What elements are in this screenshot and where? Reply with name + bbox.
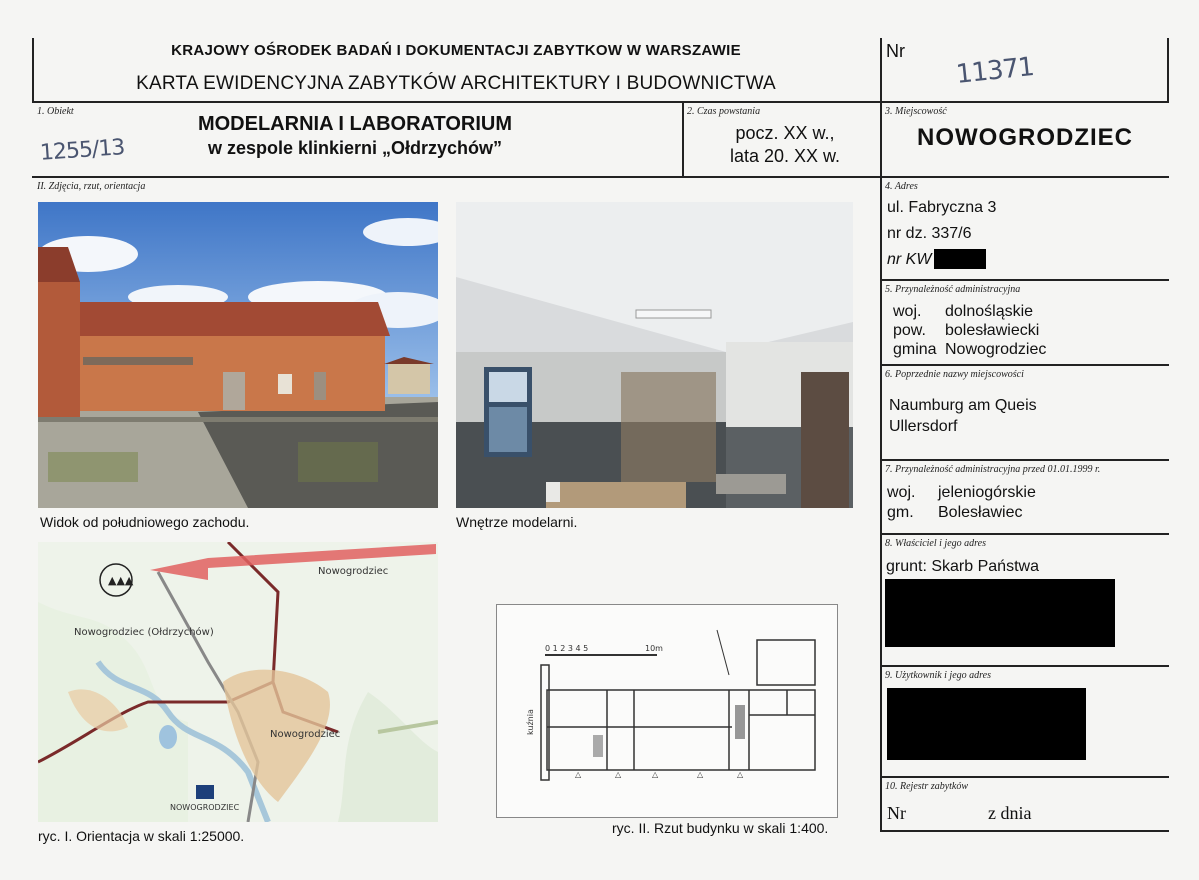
- map-label-town: Nowogrodziec: [270, 729, 341, 740]
- map-label-station: NOWOGRODZIEC: [170, 803, 240, 812]
- field1-label: 1. Obiekt: [37, 106, 74, 117]
- exterior-photo-caption: Widok od południowego zachodu.: [40, 514, 250, 530]
- field4-label: 4. Adres: [885, 181, 918, 192]
- object-handwritten-number: 1255/13: [39, 135, 126, 166]
- nr-handwritten: 11371: [954, 52, 1036, 90]
- map-caption: ryc. I. Orientacja w skali 1:25000.: [38, 828, 245, 844]
- field10-bottom-line: [880, 830, 1169, 832]
- section2-label: II. Zdjęcia, rzut, orientacja: [37, 181, 146, 192]
- field9-label: 9. Użytkownik i jego adres: [885, 670, 992, 681]
- header-right-border: [1167, 38, 1169, 102]
- header-divider: [880, 38, 882, 102]
- owner-redaction: [885, 579, 1115, 647]
- svg-text:△: △: [737, 770, 744, 779]
- pre1999-gm-key: gm.: [887, 504, 914, 521]
- nr-label: Nr: [886, 41, 905, 61]
- field2-label: 2. Czas powstania: [687, 106, 761, 117]
- field10-label: 10. Rejestr zabytków: [885, 781, 969, 792]
- field4-bottom-line: [880, 279, 1169, 281]
- address-street: ul. Fabryczna 3: [887, 199, 997, 216]
- row2-bottom-line: [32, 176, 1169, 178]
- kw-redaction: [934, 249, 986, 269]
- admin-gmina-value: Nowogrodziec: [945, 341, 1047, 358]
- map-label-north: Nowogrodziec: [318, 566, 389, 577]
- date-line2: lata 20. XX w.: [729, 146, 841, 166]
- field3-label: 3. Miejscowość: [885, 106, 947, 117]
- pre1999-woj-value: jeleniogórskie: [938, 484, 1036, 501]
- pre1999-gm-value: Bolesławiec: [938, 504, 1023, 521]
- field9-bottom-line: [880, 776, 1169, 778]
- date-line1: pocz. XX w.,: [735, 123, 835, 143]
- former-name-2: Ullersdorf: [889, 418, 958, 435]
- field8-label: 8. Właściciel i jego adres: [885, 538, 986, 549]
- field7-label: 7. Przynależność administracyjna przed 01.01.1999 r.: [885, 464, 1101, 475]
- floor-plan: [496, 604, 838, 818]
- admin-gmina-key: gmina: [893, 341, 937, 358]
- field1-field2-divider: [682, 102, 684, 176]
- plan-scale-end: 10m: [645, 644, 663, 653]
- svg-text:△: △: [615, 770, 622, 779]
- former-name-1: Naumburg am Queis: [889, 397, 1037, 414]
- header-card-title: KARTA EWIDENCYJNA ZABYTKÓW ARCHITEKTURY I BUDOWNICTWA: [136, 73, 776, 94]
- admin-woj-value: dolnośląskie: [945, 303, 1034, 320]
- map-label-oldrzychow: Nowogrodziec (Ołdrzychów): [74, 627, 214, 638]
- plan-scale-numbers: 0 1 2 3 4 5: [545, 644, 589, 653]
- interior-photo: [456, 202, 853, 508]
- field8-bottom-line: [880, 665, 1169, 667]
- header-bottom-line: [32, 101, 1169, 103]
- register-nr-label: Nr: [887, 803, 906, 823]
- orientation-map: [38, 542, 438, 822]
- admin-woj-key: woj.: [893, 303, 922, 320]
- interior-photo-caption: Wnętrze modelarni.: [456, 514, 578, 530]
- object-name: MODELARNIA I LABORATORIUM: [197, 113, 513, 135]
- pre1999-woj-key: woj.: [887, 484, 916, 501]
- field7-bottom-line: [880, 533, 1169, 535]
- register-date-label: z dnia: [988, 803, 1032, 823]
- right-column-divider: [880, 176, 882, 832]
- admin-pow-key: pow.: [893, 322, 926, 339]
- object-complex: w zespole klinkierni „Ołdrzychów”: [207, 138, 503, 158]
- field5-bottom-line: [880, 364, 1169, 366]
- field5-label: 5. Przynależność administracyjna: [885, 284, 1021, 295]
- admin-pow-value: bolesławiecki: [945, 322, 1040, 339]
- address-kw-label: nr KW: [887, 251, 932, 268]
- field6-label: 6. Poprzednie nazwy miejscowości: [885, 369, 1024, 380]
- svg-text:▲▲▲: ▲▲▲: [108, 574, 134, 587]
- svg-text:△: △: [575, 770, 582, 779]
- address-plot: nr dz. 337/6: [887, 225, 972, 242]
- header-institution: KRAJOWY OŚRODEK BADAŃ I DOKUMENTACJI ZABYTKOW W WARSZAWIE: [171, 42, 741, 59]
- plan-side-label: kuźnia: [526, 709, 535, 735]
- svg-text:△: △: [652, 770, 659, 779]
- user-redaction: [887, 688, 1086, 760]
- plan-caption: ryc. II. Rzut budynku w skali 1:400.: [612, 820, 829, 836]
- locality-name: NOWOGRODZIEC: [917, 124, 1133, 151]
- exterior-photo: [38, 202, 438, 508]
- svg-text:△: △: [697, 770, 704, 779]
- owner-value: grunt: Skarb Państwa: [886, 558, 1039, 575]
- field6-bottom-line: [880, 459, 1169, 461]
